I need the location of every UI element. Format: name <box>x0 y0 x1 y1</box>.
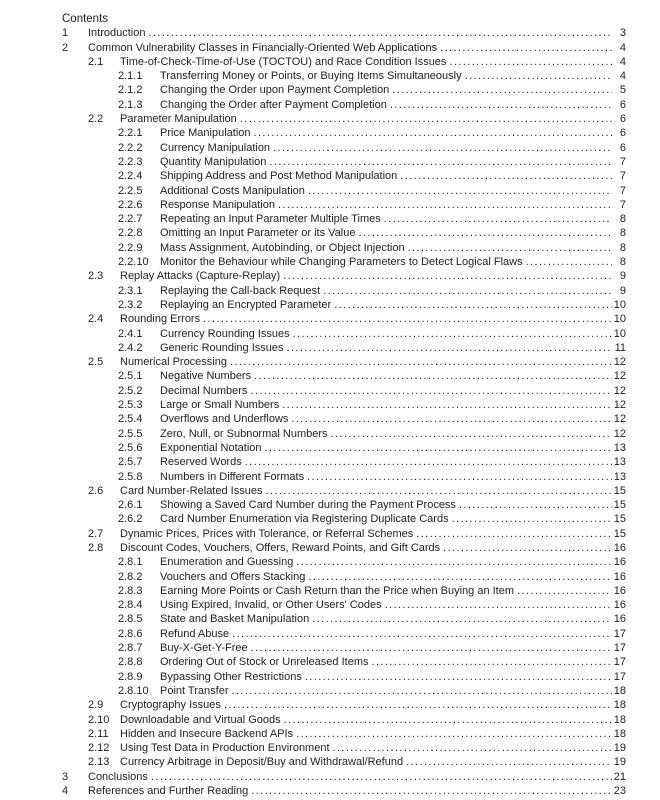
toc-entry-number: 2.4 <box>88 313 104 326</box>
toc-entry[interactable] <box>62 155 626 169</box>
toc-entry-number: 2 <box>62 41 69 54</box>
toc-entry-title: Mass Assignment, Autobinding, or Object Injection <box>160 241 405 254</box>
toc-entry[interactable] <box>62 55 626 69</box>
dot-leader <box>312 612 612 626</box>
toc-entry-page: 9 <box>619 284 626 297</box>
toc-entry[interactable] <box>62 570 626 584</box>
toc-entry[interactable] <box>62 470 626 484</box>
toc-entry-title: Enumeration and Guessing <box>160 556 294 569</box>
toc-entry[interactable] <box>62 141 626 155</box>
toc-entry-title: Point Transfer <box>160 684 229 697</box>
toc-entry[interactable] <box>62 770 626 784</box>
toc-entry-title: Common Vulnerability Classes in Financially-Oriented Web Applications <box>88 41 438 54</box>
toc-entry-page: 16 <box>613 584 626 597</box>
toc-entry-number: 2.2.3 <box>118 155 143 168</box>
toc-entry[interactable] <box>62 284 626 298</box>
dot-leader <box>308 570 612 584</box>
dot-leader <box>331 427 612 441</box>
dot-leader <box>390 98 612 112</box>
dot-leader <box>251 784 612 798</box>
dot-leader <box>465 69 612 83</box>
dot-leader <box>408 241 612 255</box>
toc-entry[interactable] <box>62 355 626 369</box>
toc-entry[interactable] <box>62 598 626 612</box>
toc-entry-title: Conclusions <box>88 770 148 783</box>
toc-entry-number: 2.2.5 <box>118 184 143 197</box>
toc-entry-number: 3 <box>62 770 69 783</box>
toc-entry-title: Ordering Out of Stock or Unreleased Items <box>160 656 369 669</box>
toc-entry-page: 17 <box>613 642 626 655</box>
dot-leader <box>240 112 612 126</box>
toc-entry-page: 8 <box>619 227 626 240</box>
dot-leader <box>293 327 612 341</box>
toc-entry-number: 1 <box>62 27 69 40</box>
toc-entry[interactable] <box>62 312 626 326</box>
toc-entry[interactable] <box>62 126 626 140</box>
toc-entry-title: Overflows and Underflows <box>160 413 289 426</box>
toc-entry-number: 2.8.2 <box>118 570 143 583</box>
toc-entry[interactable] <box>62 369 626 383</box>
toc-entry-page: 7 <box>619 170 626 183</box>
toc-entry-page: 6 <box>619 113 626 126</box>
dot-leader <box>406 755 612 769</box>
dot-leader <box>203 312 612 326</box>
dot-leader <box>517 584 612 598</box>
toc-entry-title: Numerical Processing <box>120 356 227 369</box>
toc-entry-page: 9 <box>619 270 626 283</box>
toc-entry-page: 7 <box>619 198 626 211</box>
toc-entry-page: 10 <box>613 313 626 326</box>
toc-entry-number: 2.6 <box>88 484 104 497</box>
toc-entry-title: Parameter Manipulation <box>120 113 237 126</box>
dot-leader <box>251 641 612 655</box>
dot-leader <box>245 455 612 469</box>
toc-entry-number: 2.2.4 <box>118 170 143 183</box>
toc-entry-number: 2.8.9 <box>118 670 143 683</box>
toc-entry[interactable] <box>62 741 626 755</box>
toc-entry-page: 19 <box>613 742 626 755</box>
toc-entry[interactable] <box>62 327 626 341</box>
dot-leader <box>452 512 612 526</box>
toc-entry-number: 2.1 <box>88 55 104 68</box>
toc-entry[interactable] <box>62 169 626 183</box>
toc-entry-page: 18 <box>613 713 626 726</box>
toc-entry-number: 2.6.2 <box>118 513 143 526</box>
toc-entry-title: Transferring Money or Points, or Buying Items Simultaneously <box>160 70 462 83</box>
toc-entry-title: Shipping Address and Post Method Manipulation <box>160 170 398 183</box>
toc-entry[interactable] <box>62 112 626 126</box>
toc-entry-title: Additional Costs Manipulation <box>160 184 305 197</box>
dot-leader <box>282 398 612 412</box>
toc-entry-number: 2.5 <box>88 356 104 369</box>
dot-leader <box>416 527 612 541</box>
toc-entry[interactable] <box>62 384 626 398</box>
toc-entry[interactable] <box>62 412 626 426</box>
toc-entry[interactable] <box>62 555 626 569</box>
toc-entry[interactable] <box>62 727 626 741</box>
toc-entry-number: 2.3 <box>88 270 104 283</box>
toc-entry[interactable] <box>62 83 626 97</box>
toc-entry[interactable] <box>62 398 626 412</box>
toc-entry[interactable] <box>62 241 626 255</box>
toc-entry-title: Introduction <box>88 27 146 40</box>
toc-entry-number: 2.7 <box>88 527 104 540</box>
toc-entry[interactable] <box>62 41 626 55</box>
toc-entry[interactable] <box>62 541 626 555</box>
toc-entry[interactable] <box>62 527 626 541</box>
toc-entry-number: 2.9 <box>88 699 104 712</box>
toc-entry-title: Omitting an Input Parameter or its Value <box>160 227 356 240</box>
toc-entry-title: Rounding Errors <box>120 313 201 326</box>
toc-entry-title: Replaying an Encrypted Parameter <box>160 298 332 311</box>
toc-entry-title: Changing the Order after Payment Completion <box>160 98 387 111</box>
dot-leader <box>385 598 612 612</box>
dot-leader <box>224 698 612 712</box>
toc-entry-title: Replay Attacks (Capture-Replay) <box>120 270 281 283</box>
toc-entry-number: 2.1.3 <box>118 98 143 111</box>
toc-entry-number: 2.5.2 <box>118 384 143 397</box>
table-of-contents <box>62 26 626 798</box>
toc-entry[interactable] <box>62 455 626 469</box>
toc-entry[interactable] <box>62 341 626 355</box>
toc-entry-page: 18 <box>613 699 626 712</box>
toc-entry-number: 2.1.1 <box>118 70 143 83</box>
toc-entry-number: 2.8 <box>88 541 104 554</box>
toc-entry-page: 6 <box>619 127 626 140</box>
dot-leader <box>296 727 612 741</box>
toc-entry-number: 2.4.2 <box>118 341 143 354</box>
toc-entry-page: 18 <box>613 727 626 740</box>
toc-entry-page: 12 <box>613 427 626 440</box>
toc-entry-title: Downloadable and Virtual Goods <box>120 713 281 726</box>
toc-entry[interactable] <box>62 427 626 441</box>
toc-entry-page: 4 <box>619 55 626 68</box>
toc-entry-page: 10 <box>613 298 626 311</box>
toc-entry[interactable] <box>62 184 626 198</box>
toc-entry-page: 6 <box>619 98 626 111</box>
toc-entry-number: 2.11 <box>88 727 109 740</box>
toc-entry-page: 13 <box>613 441 626 454</box>
dot-leader <box>273 141 612 155</box>
toc-entry[interactable] <box>62 784 626 798</box>
toc-entry-title: Hidden and Insecure Backend APIs <box>120 727 294 740</box>
toc-entry-title: Generic Rounding Issues <box>160 341 284 354</box>
dot-leader <box>526 255 612 269</box>
toc-entry-number: 2.6.1 <box>118 499 143 512</box>
toc-entry-number: 2.5.5 <box>118 427 143 440</box>
toc-entry-page: 15 <box>613 527 626 540</box>
toc-entry-number: 2.5.6 <box>118 441 143 454</box>
toc-entry-number: 2.13 <box>88 756 110 769</box>
dot-leader <box>291 412 612 426</box>
toc-entry[interactable] <box>62 612 626 626</box>
toc-entry-page: 12 <box>613 413 626 426</box>
toc-entry-number: 2.3.1 <box>118 284 143 297</box>
dot-leader <box>307 470 612 484</box>
toc-entry-title: Card Number Enumeration via Registering Duplicate Cards <box>160 513 449 526</box>
dot-leader <box>283 269 612 283</box>
toc-entry-number: 2.2.7 <box>118 213 143 226</box>
toc-entry-number: 2.8.5 <box>118 613 143 626</box>
toc-entry-page: 8 <box>619 213 626 226</box>
toc-entry-title: Numbers in Different Formats <box>160 470 305 483</box>
toc-entry-title: Card Number-Related Issues <box>120 484 263 497</box>
toc-entry-page: 16 <box>613 570 626 583</box>
toc-entry-page: 12 <box>613 399 626 412</box>
toc-entry-title: Replaying the Call-back Request <box>160 284 321 297</box>
toc-entry-number: 2.5.7 <box>118 456 143 469</box>
toc-entry[interactable] <box>62 498 626 512</box>
toc-entry-title: Using Expired, Invalid, or Other Users' Codes <box>160 599 382 612</box>
toc-entry-number: 2.5.3 <box>118 399 143 412</box>
dot-leader <box>449 55 612 69</box>
toc-entry-title: Earning More Points or Cash Return than the Price when Buying an Item <box>160 584 515 597</box>
toc-entry-number: 2.8.10 <box>118 684 149 697</box>
toc-entry-title: References and Further Reading <box>88 785 249 798</box>
toc-entry-page: 3 <box>619 27 626 40</box>
toc-entry-page: 23 <box>613 785 626 798</box>
toc-entry[interactable] <box>62 684 626 698</box>
dot-leader <box>334 298 612 312</box>
toc-entry[interactable] <box>62 255 626 269</box>
toc-entry-page: 7 <box>619 155 626 168</box>
toc-entry[interactable] <box>62 627 626 641</box>
toc-entry-page: 8 <box>619 256 626 269</box>
toc-entry-number: 2.4.1 <box>118 327 143 340</box>
dot-leader <box>400 169 612 183</box>
toc-entry-title: Price Manipulation <box>160 127 251 140</box>
dot-leader <box>231 684 612 698</box>
toc-entry-title: Refund Abuse <box>160 627 230 640</box>
dot-leader <box>459 498 612 512</box>
toc-entry-page: 6 <box>619 141 626 154</box>
toc-entry-page: 12 <box>613 356 626 369</box>
toc-entry-page: 7 <box>619 184 626 197</box>
dot-leader <box>358 226 612 240</box>
toc-entry-number: 2.8.6 <box>118 627 143 640</box>
toc-entry-number: 2.8.7 <box>118 642 143 655</box>
toc-entry-title: Negative Numbers <box>160 370 252 383</box>
dot-leader <box>333 741 612 755</box>
toc-entry-number: 2.2.9 <box>118 241 143 254</box>
toc-entry-page: 16 <box>613 541 626 554</box>
toc-entry[interactable] <box>62 298 626 312</box>
toc-entry[interactable] <box>62 584 626 598</box>
toc-entry-title: Currency Manipulation <box>160 141 271 154</box>
toc-entry-page: 16 <box>613 613 626 626</box>
toc-entry-page: 8 <box>619 241 626 254</box>
toc-entry-page: 13 <box>613 470 626 483</box>
toc-entry-page: 15 <box>613 499 626 512</box>
toc-entry[interactable] <box>62 226 626 240</box>
toc-entry-title: Vouchers and Offers Stacking <box>160 570 306 583</box>
toc-entry-title: Zero, Null, or Subnormal Numbers <box>160 427 328 440</box>
toc-entry-number: 2.2.10 <box>118 256 149 269</box>
toc-entry-title: Exponential Notation <box>160 441 262 454</box>
toc-entry-page: 19 <box>613 756 626 769</box>
dot-leader <box>287 341 612 355</box>
toc-entry-number: 2.2.2 <box>118 141 143 154</box>
toc-entry-title: Showing a Saved Card Number during the Payment Process <box>160 499 456 512</box>
toc-entry[interactable] <box>62 69 626 83</box>
dot-leader <box>230 355 612 369</box>
dot-leader <box>269 155 612 169</box>
toc-entry-page: 17 <box>613 656 626 669</box>
dot-leader <box>305 670 612 684</box>
dot-leader <box>308 184 612 198</box>
toc-entry-title: Monitor the Behaviour while Changing Parameters to Detect Logical Flaws <box>160 256 523 269</box>
toc-entry-title: Buy-X-Get-Y-Free <box>160 642 248 655</box>
toc-entry-title: Repeating an Input Parameter Multiple Times <box>160 213 381 226</box>
dot-leader <box>151 770 612 784</box>
toc-entry-title: Currency Rounding Issues <box>160 327 290 340</box>
toc-entry[interactable] <box>62 26 626 40</box>
toc-entry-title: Bypassing Other Restrictions <box>160 670 302 683</box>
toc-entry-page: 16 <box>613 556 626 569</box>
toc-entry-page: 17 <box>613 670 626 683</box>
toc-entry-page: 15 <box>613 484 626 497</box>
toc-entry[interactable] <box>62 512 626 526</box>
toc-entry-title: Decimal Numbers <box>160 384 248 397</box>
toc-entry-page: 12 <box>613 384 626 397</box>
toc-entry-number: 2.5.8 <box>118 470 143 483</box>
toc-entry-title: Currency Arbitrage in Deposit/Buy and Withdrawal/Refund <box>120 756 404 769</box>
toc-entry-number: 2.2.8 <box>118 227 143 240</box>
toc-entry[interactable] <box>62 269 626 283</box>
toc-entry-page: 4 <box>619 70 626 83</box>
toc-entry-number: 2.8.4 <box>118 599 143 612</box>
dot-leader <box>278 198 612 212</box>
contents-heading: Contents <box>62 13 109 25</box>
dot-leader <box>384 212 612 226</box>
dot-leader <box>392 83 612 97</box>
toc-entry[interactable] <box>62 713 626 727</box>
dot-leader <box>250 384 612 398</box>
toc-entry-page: 18 <box>613 684 626 697</box>
dot-leader <box>323 284 612 298</box>
toc-entry-page: 12 <box>613 370 626 383</box>
toc-entry[interactable] <box>62 641 626 655</box>
toc-entry[interactable] <box>62 198 626 212</box>
toc-entry-number: 2.2 <box>88 113 104 126</box>
toc-entry-page: 11 <box>614 341 626 354</box>
toc-entry[interactable] <box>62 670 626 684</box>
toc-entry-number: 2.10 <box>88 713 110 726</box>
dot-leader <box>371 655 612 669</box>
toc-entry-number: 2.2.1 <box>118 127 143 140</box>
toc-entry-page: 17 <box>613 627 626 640</box>
dot-leader <box>443 541 612 555</box>
toc-entry-title: Discount Codes, Vouchers, Offers, Reward Points, and Gift Cards <box>120 541 441 554</box>
toc-entry-page: 21 <box>613 770 626 783</box>
toc-entry[interactable] <box>62 441 626 455</box>
dot-leader <box>296 555 612 569</box>
toc-entry-title: Reserved Words <box>160 456 242 469</box>
dot-leader <box>254 126 613 140</box>
toc-entry[interactable] <box>62 698 626 712</box>
toc-entry-page: 15 <box>613 513 626 526</box>
dot-leader <box>284 713 612 727</box>
toc-entry-page: 16 <box>613 599 626 612</box>
dot-leader <box>440 41 612 55</box>
toc-entry[interactable] <box>62 484 626 498</box>
dot-leader <box>148 26 612 40</box>
toc-entry-number: 2.8.3 <box>118 584 143 597</box>
toc-entry-title: Dynamic Prices, Prices with Tolerance, or Referral Schemes <box>120 527 414 540</box>
toc-entry-page: 5 <box>619 84 626 97</box>
toc-entry-page: 4 <box>619 41 626 54</box>
dot-leader <box>232 627 612 641</box>
toc-entry-title: Using Test Data in Production Environment <box>120 742 330 755</box>
toc-entry-number: 2.12 <box>88 742 110 755</box>
toc-entry-title: Large or Small Numbers <box>160 399 280 412</box>
dot-leader <box>265 441 612 455</box>
toc-entry-number: 2.3.2 <box>118 298 143 311</box>
toc-entry-page: 13 <box>613 456 626 469</box>
toc-entry-title: Quantity Manipulation <box>160 155 267 168</box>
toc-entry-number: 2.2.6 <box>118 198 143 211</box>
toc-entry-number: 2.8.8 <box>118 656 143 669</box>
toc-entry-number: 2.1.2 <box>118 84 143 97</box>
toc-entry-number: 2.8.1 <box>118 556 143 569</box>
toc-entry-title: Time-of-Check-Time-of-Use (TOCTOU) and Race Condition Issues <box>120 55 447 68</box>
toc-entry-number: 2.5.4 <box>118 413 143 426</box>
toc-entry-page: 10 <box>613 327 626 340</box>
toc-entry-number: 4 <box>62 785 69 798</box>
toc-entry[interactable] <box>62 655 626 669</box>
toc-entry[interactable] <box>62 98 626 112</box>
toc-entry-title: Cryptography Issues <box>120 699 221 712</box>
toc-entry-title: Changing the Order upon Payment Completion <box>160 84 390 97</box>
toc-entry[interactable] <box>62 212 626 226</box>
toc-entry-title: Response Manipulation <box>160 198 275 211</box>
toc-entry-number: 2.5.1 <box>118 370 143 383</box>
toc-entry-title: State and Basket Manipulation <box>160 613 310 626</box>
dot-leader <box>265 484 612 498</box>
dot-leader <box>254 369 612 383</box>
toc-entry[interactable] <box>62 755 626 769</box>
